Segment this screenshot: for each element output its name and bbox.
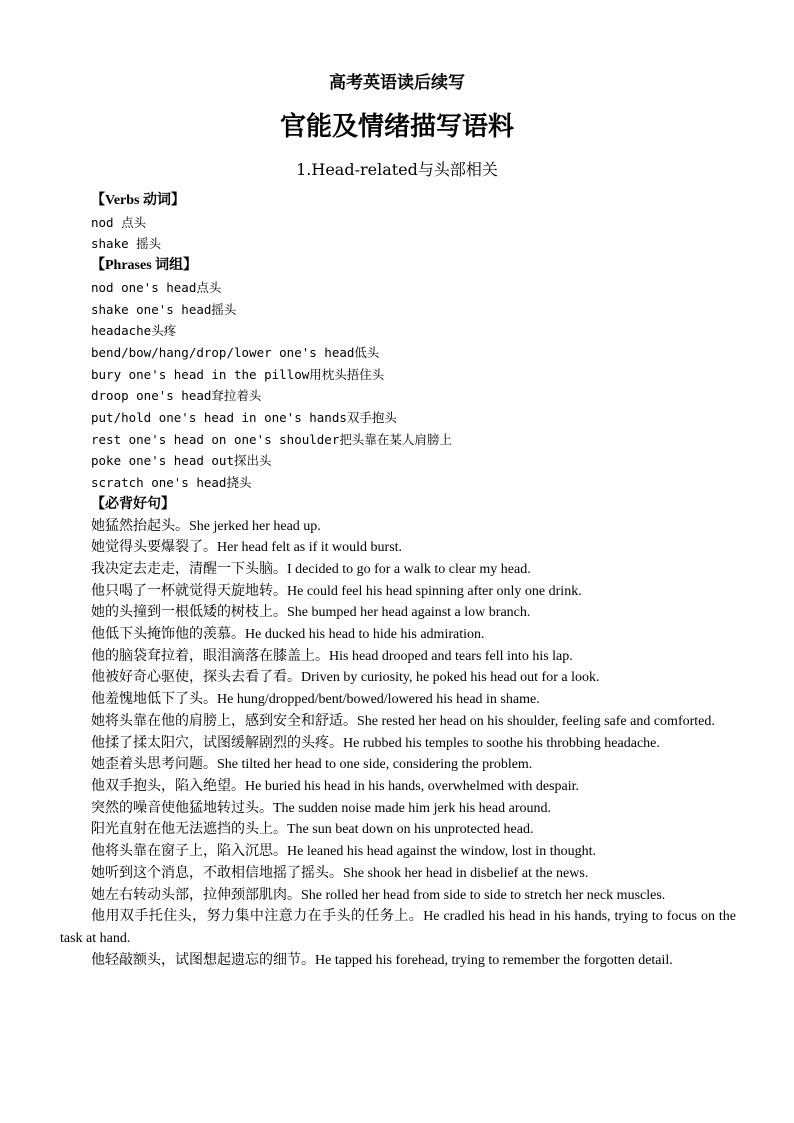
sentence-item: 他的脑袋耷拉着，眼泪滴落在膝盖上。His head drooped and tears fell into his lap. — [91, 648, 573, 664]
sentence-item: 他羞愧地低下了头。He hung/dropped/bent/bowed/lowered his head in shame. — [91, 692, 540, 708]
verb-item: shake 摇头 — [91, 236, 162, 252]
phrase-item: rest one's head on one's shoulder把头靠在某人肩膀上 — [91, 431, 452, 447]
verbs-list — [60, 212, 736, 255]
sentence-item: 她猛然抬起头。She jerked her head up. — [91, 518, 321, 534]
sentence-item: 我决定去走走，清醒一下头脑。I decided to go for a walk to clear my head. — [91, 561, 531, 577]
phrases-heading: 【Phrases 词组】 — [91, 258, 198, 274]
sentence-item: 他将头靠在窗子上，陷入沉思。He leaned his head against the window, lost in thought. — [91, 844, 596, 860]
document-subtitle: 高考英语读后续写 — [329, 73, 465, 93]
sentence-item: 他用双手托住头，努力集中注意力在手头的任务上。He cradled his head in his hands, trying to focus on the task at hand. — [60, 909, 736, 946]
phrase-item: poke one's head out探出头 — [91, 453, 272, 469]
sentence-item: 她觉得头要爆裂了。Her head felt as if it would burst. — [91, 540, 403, 556]
phrase-item: scratch one's head挠头 — [91, 475, 252, 491]
phrase-item: shake one's head摇头 — [91, 301, 237, 317]
phrase-item: droop one's head耷拉着头 — [91, 388, 262, 404]
phrase-item: put/hold one's head in one's hands双手抱头 — [91, 410, 397, 426]
sentence-item: 他轻敲额头，试图想起遗忘的细节。He tapped his forehead, trying to remember the forgotten detail. — [91, 952, 673, 968]
sentences-heading: 【必背好句】 — [91, 496, 175, 512]
phrase-item: bend/bow/hang/drop/lower one's head低头 — [91, 344, 380, 360]
section-heading: 1.Head-related与头部相关 — [296, 160, 498, 179]
sentence-item: 她左右转动头部，拉伸颈部肌肉。She rolled her head from side to side to stretch her neck muscles. — [91, 887, 666, 903]
document-body — [60, 190, 736, 971]
sentence-item: 他只喝了一杯就觉得天旋地转。He could feel his head spinning after only one drink. — [91, 583, 582, 599]
sentence-item: 他低下头掩饰他的羡慕。He ducked his head to hide his admiration. — [91, 627, 485, 643]
phrase-item: nod one's head点头 — [91, 279, 222, 295]
sentence-item: 她将头靠在他的肩膀上，感到安全和舒适。She rested her head on his shoulder, feeling safe and comforted. — [91, 713, 715, 729]
sentence-item: 阳光直射在他无法遮挡的头上。The sun beat down on his unprotected head. — [91, 822, 534, 838]
sentence-item: 他双手抱头，陷入绝望。He buried his head in his hands, overwhelmed with despair. — [91, 778, 579, 794]
sentence-item: 他被好奇心驱使，探头去看了看。Driven by curiosity, he poked his head out for a look. — [91, 670, 600, 686]
sentence-item: 她的头撞到一根低矮的树枝上。She bumped her head against a low branch. — [91, 605, 531, 621]
phrases-list — [60, 277, 736, 494]
document-title: 官能及情绪描写语料 — [279, 112, 514, 142]
sentence-item: 她听到这个消息，不敢相信地摇了摇头。She shook her head in disbelief at the news. — [91, 865, 589, 881]
phrase-item: bury one's head in the pillow用枕头捂住头 — [91, 366, 385, 382]
sentences-list — [60, 516, 736, 972]
phrase-item: headache头疼 — [91, 323, 177, 339]
sentence-item: 她歪着头思考问题。She tilted her head to one side, considering the problem. — [91, 757, 533, 773]
verbs-heading: 【Verbs 动词】 — [91, 193, 185, 208]
sentence-item: 他揉了揉太阳穴，试图缓解剧烈的头疼。He rubbed his temples to soothe his throbbing headache. — [91, 735, 660, 751]
sentence-item: 突然的噪音使他猛地转过头。The sudden noise made him jerk his head around. — [91, 800, 551, 816]
verb-item: nod 点头 — [91, 214, 147, 230]
